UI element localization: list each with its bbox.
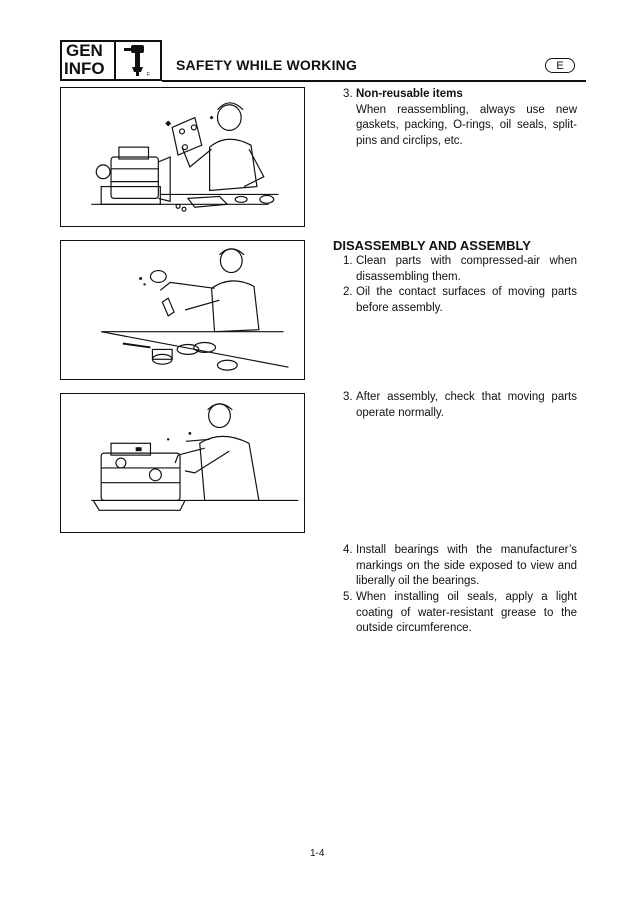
svg-text:F: F — [147, 72, 151, 78]
figure-gasket-replacement — [60, 87, 305, 227]
list-item-step-4 — [343, 543, 577, 590]
figure-assembly-check — [60, 393, 305, 533]
section-label-gen: GEN — [66, 41, 103, 60]
mechanic-assembling-engine-illustration — [61, 394, 304, 532]
section-label-info: INFO — [64, 59, 105, 78]
list-item-non-reusable — [343, 87, 577, 149]
figure-oiling-parts — [60, 240, 305, 380]
step-number: 2. — [343, 286, 353, 298]
step-number: 5. — [343, 591, 353, 603]
list-item-step-1 — [343, 254, 577, 285]
list-item-step-5 — [343, 590, 577, 637]
step-number: 4. — [343, 544, 353, 556]
page-title: SAFETY WHILE WORKING — [176, 57, 358, 73]
list-item-step-2 — [343, 285, 577, 316]
step-text: After assembly, check that moving parts operate normally. — [356, 391, 577, 419]
mechanic-with-gasket-illustration — [61, 88, 304, 226]
list-item-step-3 — [343, 390, 577, 421]
step-text: Clean parts with compressed-air when disassembling them. — [356, 255, 577, 283]
page-number: 1-4 — [310, 848, 325, 859]
step-number: 1. — [343, 255, 353, 267]
item-text: When reassembling, always use new gaskets, packing, O-rings, oil seals, split-pins and circlips, etc. — [356, 103, 577, 147]
step-text: Install bearings with the manufacturer’s markings on the side exposed to view and liberally oil the bearings. — [356, 544, 577, 587]
item-heading: Non-reusable items — [356, 88, 463, 100]
header-rule — [162, 80, 586, 82]
mechanic-oiling-part-illustration — [61, 241, 304, 379]
section-heading: DISASSEMBLY AND ASSEMBLY — [333, 238, 531, 253]
step-text: Oil the contact surfaces of moving parts before assembly. — [356, 286, 577, 314]
item-number: 3. — [343, 88, 353, 100]
language-badge: E — [545, 58, 575, 73]
step-text: When installing oil seals, apply a light coating of water-resistant grease to the outside circumference. — [356, 591, 577, 634]
step-number: 3. — [343, 391, 353, 403]
outboard-motor-icon — [118, 42, 158, 79]
